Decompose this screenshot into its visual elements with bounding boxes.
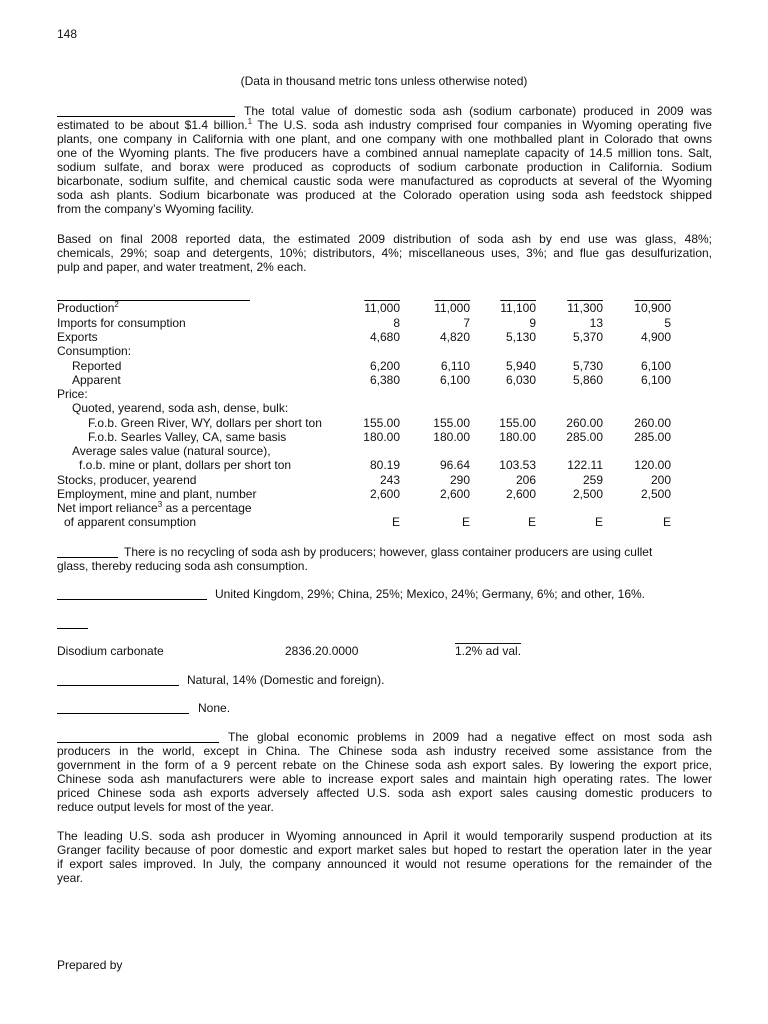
end-use-paragraph bbox=[57, 232, 712, 274]
net-import-reliance-value: E bbox=[594, 515, 603, 529]
footnote-marker: 3 bbox=[157, 500, 163, 509]
row-label-reported: Reported bbox=[72, 359, 122, 373]
events-paragraph bbox=[57, 730, 712, 814]
fob-mine-value: 122.11 bbox=[567, 458, 603, 472]
row-label-imports: Imports for consumption bbox=[57, 316, 186, 330]
paragraph-line: bicarbonate, sodium sulfite, and chemical caustic soda were manufactured as coproducts at several of the Wyoming bbox=[57, 174, 712, 188]
paragraph-line: Granger facility because of poor domestic and export market sales but hoped to restart the operation later in the year bbox=[57, 843, 712, 857]
prepared-by: Prepared by bbox=[57, 958, 123, 972]
row-label-apparent: Apparent bbox=[72, 373, 121, 387]
employment-value: 2,600 bbox=[369, 487, 400, 501]
searles-valley-price: 180.00 bbox=[499, 430, 536, 444]
recycling-text: There is no recycling of soda ash by producers; however, glass container producers are using cullet bbox=[124, 545, 653, 559]
imports-value: 7 bbox=[463, 316, 470, 330]
tariff-item: Disodium carbonate bbox=[57, 644, 164, 658]
apparent-value: 6,380 bbox=[369, 373, 400, 387]
paragraph-line: priced Chinese soda ash exports adversely affected U.S. soda ash export sales causing domestic producers to bbox=[57, 786, 712, 800]
row-label-price: Price: bbox=[57, 387, 88, 401]
row-label-net-import-reliance-2: of apparent consumption bbox=[64, 515, 197, 529]
units-note: (Data in thousand metric tons unless otherwise noted) bbox=[240, 74, 528, 88]
paragraph-line: producers in the world, except in China. The Chinese soda ash industry received some assistance from the bbox=[57, 744, 712, 758]
stocks-value: 243 bbox=[379, 473, 400, 487]
exports-value: 4,820 bbox=[439, 330, 470, 344]
paragraph-line: chemicals, 29%; soap and detergents, 10%; distributors, 4%; miscellaneous uses, 3%; and flue gas desulfurization, bbox=[57, 246, 712, 260]
paragraph-line: soda ash plants. Sodium bicarbonate was produced at the Colorado operation using soda ash feedstock shipped bbox=[57, 188, 712, 202]
stocks-value: 259 bbox=[582, 473, 603, 487]
footnote-marker: 1 bbox=[247, 117, 253, 126]
reported-value: 6,110 bbox=[440, 359, 470, 373]
stocks-value: 200 bbox=[650, 473, 671, 487]
exports-value: 5,130 bbox=[505, 330, 536, 344]
reported-value: 5,730 bbox=[572, 359, 603, 373]
searles-valley-price: 285.00 bbox=[566, 430, 603, 444]
fob-mine-value: 120.00 bbox=[634, 458, 671, 472]
fob-mine-value: 103.53 bbox=[499, 458, 536, 472]
reported-value: 6,200 bbox=[369, 359, 400, 373]
searles-valley-price: 180.00 bbox=[363, 430, 400, 444]
stocks-value: 290 bbox=[449, 473, 470, 487]
paragraph-line: sodium sulfate, and borax were produced as coproducts of sodium carbonate production in California. Sodium bbox=[57, 160, 712, 174]
footnote-marker: 2 bbox=[114, 300, 119, 309]
heading-rule-import-sources bbox=[57, 599, 207, 600]
paragraph-line: The leading U.S. soda ash producer in Wyoming announced in April it would temporarily suspend production at its bbox=[57, 829, 712, 843]
net-import-reliance-value: E bbox=[461, 515, 470, 529]
imports-value: 13 bbox=[589, 316, 603, 330]
paragraph-line: The total value of domestic soda ash (sodium carbonate) produced in 2009 was bbox=[244, 104, 712, 118]
production-2009: 10,900 bbox=[634, 301, 671, 315]
apparent-value: 6,030 bbox=[505, 373, 536, 387]
heading-rule-depletion bbox=[57, 685, 179, 686]
heading-rule-stockpile bbox=[57, 713, 189, 714]
page-number: 148 bbox=[57, 27, 78, 41]
row-label-exports: Exports bbox=[57, 330, 98, 344]
paragraph-line: Chinese soda ash manufacturers were able to increase export sales and maintain high operating rates. The lower bbox=[57, 772, 712, 786]
tariff-rate: 1.2% ad val. bbox=[455, 644, 522, 658]
employment-value: 2,600 bbox=[439, 487, 470, 501]
row-label-net-import-reliance: Net import reliance$^3$ as a percentage bbox=[57, 500, 252, 515]
row-label-searles-valley: F.o.b. Searles Valley, CA, same basis bbox=[88, 430, 287, 444]
row-label-production: Production$^2$ bbox=[57, 300, 119, 315]
green-river-price: 155.00 bbox=[499, 416, 536, 430]
paragraph-line: if export sales improved. In July, the company announced it would not resume operations for the remainder of the bbox=[57, 857, 712, 871]
imports-value: 5 bbox=[664, 316, 671, 330]
row-label-consumption: Consumption: bbox=[57, 344, 132, 358]
granger-paragraph bbox=[57, 829, 712, 885]
reported-value: 5,940 bbox=[505, 359, 536, 373]
stockpile-text: None. bbox=[198, 701, 231, 715]
paragraph-line: Based on final 2008 reported data, the estimated 2009 distribution of soda ash by end use was glass, 48%; bbox=[57, 232, 712, 246]
imports-value: 9 bbox=[529, 316, 536, 330]
production-2005: 11,000 bbox=[364, 301, 400, 315]
paragraph-line: government in the form of a 9 percent rebate on the Chinese soda ash export sales. By lowering the export price, bbox=[57, 758, 712, 772]
depletion-text: Natural, 14% (Domestic and foreign). bbox=[187, 673, 385, 687]
green-river-price: 155.00 bbox=[433, 416, 470, 430]
searles-valley-price: 285.00 bbox=[634, 430, 671, 444]
row-label-quoted: Quoted, yearend, soda ash, dense, bulk: bbox=[72, 401, 289, 415]
net-import-reliance-value: E bbox=[391, 515, 400, 529]
paragraph-line: reduce output levels for most of the year. bbox=[57, 800, 274, 814]
employment-value: 2,500 bbox=[640, 487, 671, 501]
import-sources-text: United Kingdom, 29%; China, 25%; Mexico, 24%; Germany, 6%; and other, 16%. bbox=[215, 587, 646, 601]
production-2008: 11,300 bbox=[567, 301, 603, 315]
apparent-value: 5,860 bbox=[572, 373, 603, 387]
paragraph-line: plants, one company in California with one plant, and one company with one mothballed plant in Colorado that owns bbox=[57, 132, 712, 146]
stocks-value: 206 bbox=[515, 473, 536, 487]
net-import-reliance-value: E bbox=[662, 515, 671, 529]
green-river-price: 260.00 bbox=[634, 416, 671, 430]
row-label-fob-mine: f.o.b. mine or plant, dollars per short ton bbox=[79, 458, 292, 472]
row-label-average-sales: Average sales value (natural source), bbox=[72, 444, 271, 458]
paragraph-line: estimated to be about $1.4 billion.$^1$ The U.S. soda ash industry comprised four companies in Wyoming operating five bbox=[57, 117, 712, 132]
production-2007: 11,100 bbox=[500, 301, 536, 315]
heading-rule-tariff bbox=[57, 628, 88, 629]
paragraph-line: The global economic problems in 2009 had a negative effect on most soda ash bbox=[228, 730, 712, 744]
apparent-value: 6,100 bbox=[439, 373, 470, 387]
green-river-price: 260.00 bbox=[566, 416, 603, 430]
exports-value: 4,680 bbox=[369, 330, 400, 344]
fob-mine-value: 96.64 bbox=[439, 458, 470, 472]
net-import-reliance-value: E bbox=[527, 515, 536, 529]
searles-valley-price: 180.00 bbox=[433, 430, 470, 444]
reported-value: 6,100 bbox=[640, 359, 671, 373]
employment-value: 2,500 bbox=[572, 487, 603, 501]
heading-rule-recycling bbox=[57, 557, 118, 558]
exports-value: 4,900 bbox=[640, 330, 671, 344]
paragraph-line: one of the Wyoming plants. The five producers have a combined annual nameplate capacity of 14.5 million tons. Salt, bbox=[57, 146, 712, 160]
imports-value: 8 bbox=[393, 316, 400, 330]
recycling-text-2: glass, thereby reducing soda ash consumption. bbox=[57, 559, 308, 573]
apparent-value: 6,100 bbox=[640, 373, 671, 387]
paragraph-line: year. bbox=[57, 871, 84, 885]
paragraph-line: pulp and paper, and water treatment, 2% each. bbox=[57, 260, 307, 274]
employment-value: 2,600 bbox=[505, 487, 536, 501]
row-label-stocks: Stocks, producer, yearend bbox=[57, 473, 197, 487]
production-2006: 11,000 bbox=[434, 301, 470, 315]
green-river-price: 155.00 bbox=[363, 416, 400, 430]
row-label-employment: Employment, mine and plant, number bbox=[57, 487, 257, 501]
row-label-green-river: F.o.b. Green River, WY, dollars per short ton bbox=[88, 416, 322, 430]
domestic-production-paragraph bbox=[57, 104, 712, 216]
paragraph-line: from the company’s Wyoming facility. bbox=[57, 202, 254, 216]
fob-mine-value: 80.19 bbox=[369, 458, 400, 472]
tariff-code: 2836.20.0000 bbox=[285, 644, 359, 658]
exports-value: 5,370 bbox=[572, 330, 603, 344]
